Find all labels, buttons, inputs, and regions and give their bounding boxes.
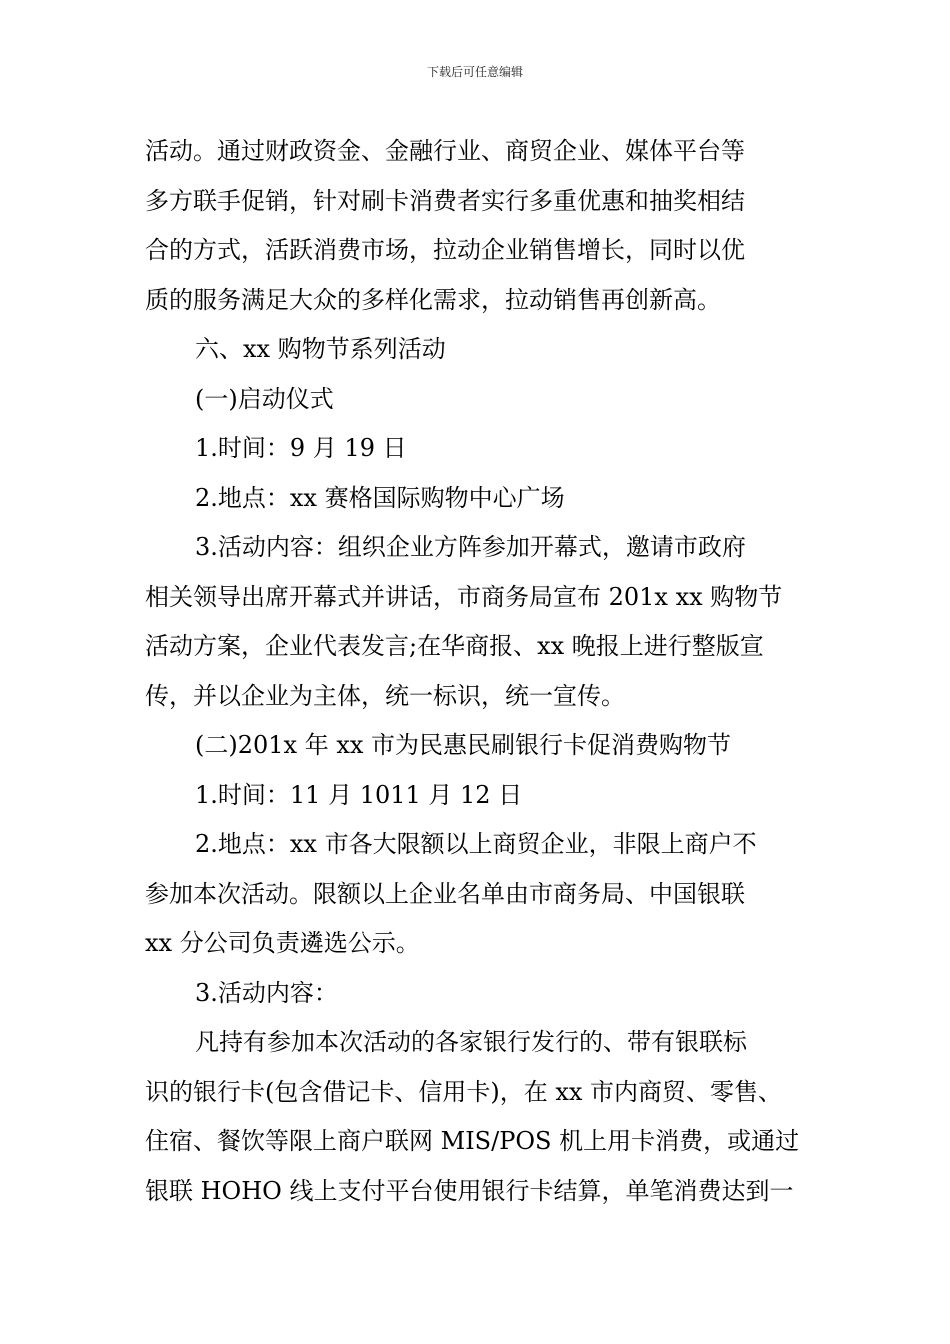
list-item: 3.活动内容：组织企业方阵参加开幕式，邀请市政府 xyxy=(195,533,746,561)
list-item: 3.活动内容： xyxy=(195,978,338,1007)
paragraph-line: 住宿、餐饮等限上商户联网 MIS/POS 机上用卡消费，或通过 xyxy=(145,1127,800,1155)
paragraph-line: 凡持有参加本次活动的各家银行发行的、带有银联标 xyxy=(195,1028,747,1056)
subsection-heading: (一)启动仪式 xyxy=(195,384,334,413)
paragraph-line: 多方联手促销，针对刷卡消费者实行多重优惠和抽奖相结 xyxy=(145,186,745,215)
paragraph-line: 银联 HOHO 线上支付平台使用银行卡结算，单笔消费达到一 xyxy=(145,1176,794,1205)
paragraph-line: 活动方案，企业代表发言;在华商报、xx 晚报上进行整版宣 xyxy=(145,632,764,660)
paragraph-line: 质的服务满足大众的多样化需求，拉动销售再创新高。 xyxy=(145,285,721,314)
paragraph-line: 活动。通过财政资金、金融行业、商贸企业、媒体平台等 xyxy=(145,137,745,165)
paragraph-line: 参加本次活动。限额以上企业名单由市商务局、中国银联 xyxy=(145,879,745,908)
list-item: 1.时间：9 月 19 日 xyxy=(195,434,407,462)
document-body xyxy=(145,127,807,1216)
section-heading: 六、xx 购物节系列活动 xyxy=(195,335,446,363)
subsection-heading: (二)201x 年 xx 市为民惠民刷银行卡促消费购物节 xyxy=(195,731,732,759)
list-item: 1.时间：11 月 1011 月 12 日 xyxy=(195,780,523,809)
paragraph-line: 合的方式，活跃消费市场，拉动企业销售增长，同时以优 xyxy=(145,236,745,264)
paragraph-line: 相关领导出席开幕式并讲话，市商务局宣布 201x xx 购物节 xyxy=(145,582,783,611)
paragraph-line: 识的银行卡(包含借记卡、信用卡)，在 xx 市内商贸、零售、 xyxy=(145,1077,783,1106)
paragraph-line: 传，并以企业为主体，统一标识，统一宣传。 xyxy=(145,681,625,710)
paragraph-line: xx 分公司负责遴选公示。 xyxy=(145,929,420,957)
page-header: 下载后可任意编辑 xyxy=(426,65,523,79)
list-item: 2.地点：xx 赛格国际购物中心广场 xyxy=(195,483,565,512)
list-item: 2.地点：xx 市各大限额以上商贸企业，非限上商户不 xyxy=(195,830,757,858)
